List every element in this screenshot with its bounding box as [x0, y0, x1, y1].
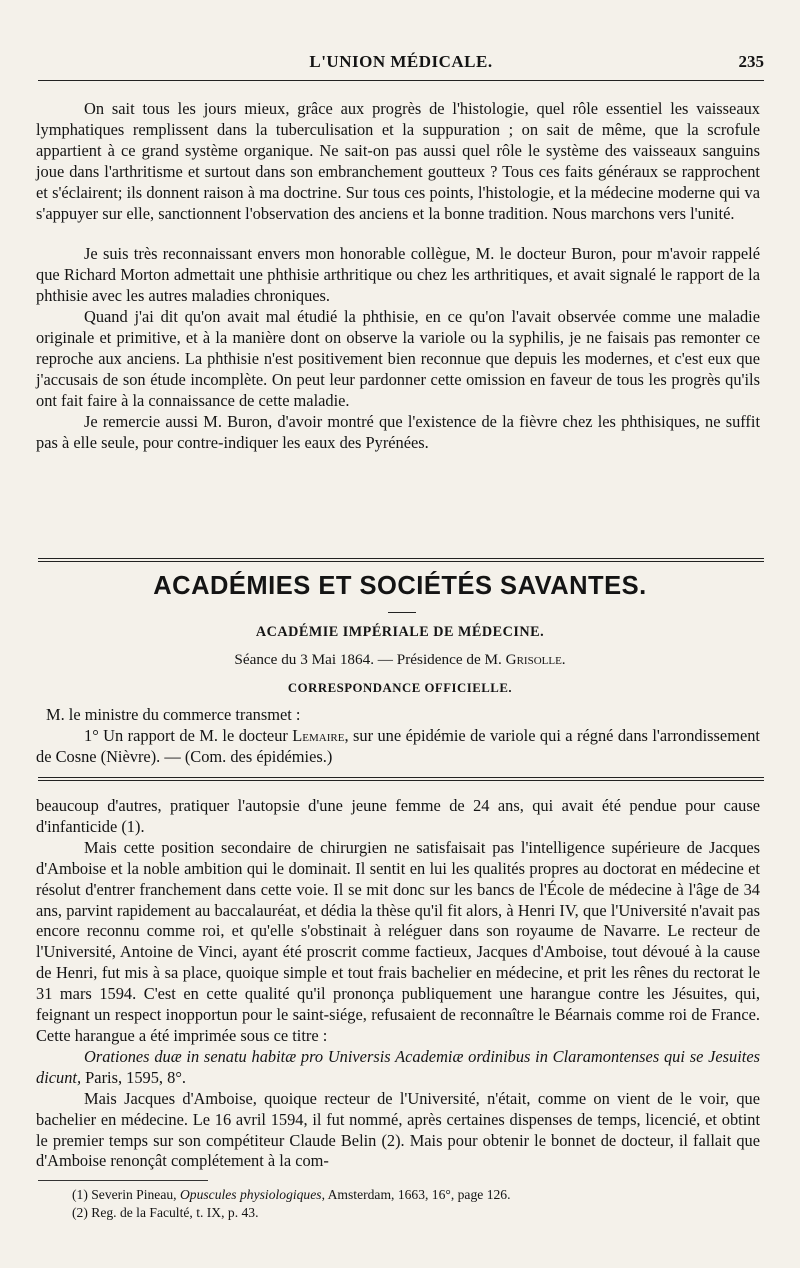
paragraph: Je remercie aussi M. Buron, d'avoir montré que l'existence de la fièvre chez les phthisiques, ne suffit pas à elle seule, pour contre-indiquer les eaux des Pyrénées. — [36, 411, 760, 452]
article-continuation — [36, 99, 760, 454]
section-title: ACADÉMIES ET SOCIÉTÉS SAVANTES. — [153, 572, 647, 600]
page-header — [38, 52, 764, 78]
paragraph: Mais cette position secondaire de chirurgien ne satisfaisait pas l'intelligence supérieure de Jacques d'Amboise et la noble ambition qui le dominait. Il sentit en lui les qualités propres au doctorat en médecine et résolut d'entrer franchement dans cette voie. Il se mit donc sur les bancs de l'École de médecine à l'âge de 34 ans, parvint rapidement au baccalauréat, et dédia la thèse qu'il fit alors, à Henri IV, que l'Université n'avait pas encore reconnu comme roi, et qu'elle s'obstinait à reléguer dans son royaume de Navarre. Le recteur de l'Université, Antoine de Vinci, ayant été proscrit comme factieux, Jacques d'Amboise, tout dévoué à la cause de Henri, fut mis à sa place, quoique simple et tout frais bachelier en médecine, et prit les rênes du rectorat le 31 mars 1594. C'est en cette qualité qu'il prononça publiquement une harangue contre les Jésuites, qui, feignant un respect inopportun pour le saint-siége, refusaient de reconnaître le Béarnais comme roi de France. Cette harangue a été imprimée sous ce titre : — [36, 837, 760, 1045]
running-title: L'UNION MÉDICALE. — [309, 52, 493, 71]
report-item-text: 1° Un rapport de M. le docteur — [84, 725, 288, 745]
page-number: 235 — [738, 52, 764, 71]
session-line — [0, 651, 800, 669]
book-title: Orationes duæ in senatu habitæ pro Universis Academiæ ordinibus in Claramontenses qui se Jesuites dicunt, — [36, 1046, 760, 1087]
header-rule — [38, 80, 764, 81]
academy-heading: ACADÉMIE IMPÉRIALE DE MÉDECINE. — [255, 624, 545, 640]
paragraph: Mais Jacques d'Amboise, quoique recteur de l'Université, n'était, comme on vient de le voir, que bachelier en médecine. Le 16 avril 1594, il fut nommé, après certaines dispenses de temps, licencié, et obtint le premier temps sur son compétiteur Claude Belin (2). Mais pour obtenir le bonnet de docteur, il fallait que d'Amboise renonçât complétement à la com- — [36, 1088, 760, 1171]
paragraph: Je suis très reconnaissant envers mon honorable collègue, M. le docteur Buron, pour m'avoir rappelé que Richard Morton admettait une phthisie arthritique ou chez les arthritiques, et avait signalé le rapport de la phthisie avec les autres maladies chroniques. — [36, 244, 760, 306]
paragraph: Quand j'ai dit qu'on avait mal étudié la phthisie, en ce qu'on l'avait observée comme une maladie originale et primitive, et à la manière dont on observe la variole ou la syphilis, je ne faisais pas remonter ce reproche aux anciens. La phthisie n'est positivement bien reconnue que depuis les modernes, et c'est eux que j'accusais de son étude incomplète. On peut leur pardonner cette omission en faveur de tous les progrès qu'ils ont fait faire à la connaissance de cette maladie. — [36, 307, 760, 410]
footnote-2: (2) Reg. de la Faculté, t. IX, p. 43. — [72, 1205, 259, 1220]
doctor-name: Lemaire — [292, 725, 345, 745]
book-imprint: Paris, 1595, 8°. — [81, 1067, 186, 1087]
session-date: Séance du 3 Mai 1864. — Présidence de M. — [234, 651, 502, 668]
footnote-1-rest: , Amsterdam, 1663, 16°, page 126. — [321, 1187, 511, 1202]
paragraph — [36, 1047, 760, 1089]
academy-report — [36, 705, 760, 768]
short-divider — [388, 612, 416, 613]
correspondence-heading: CORRESPONDANCE OFFICIELLE. — [287, 681, 513, 695]
footnote-rule — [38, 1180, 208, 1181]
paragraph: beaucoup d'autres, pratiquer l'autopsie d'une jeune femme de 24 ans, qui avait été pendue pour cause d'infanticide (1). — [36, 796, 760, 836]
feuilleton-text — [36, 796, 760, 1172]
footnote-1 — [72, 1186, 752, 1204]
footnote-1-text: (1) Severin Pineau, — [72, 1187, 180, 1202]
section-rule-bottom — [38, 777, 764, 781]
report-item-rest: , sur une épidémie de variole qui a régné dans l'arrondissement de Cosne (Nièvre). — (Com. des épidémies.) — [36, 725, 760, 766]
president-name: Grisolle. — [505, 651, 566, 668]
footnotes — [72, 1186, 752, 1222]
footnote-1-title: Opuscules physiologiques — [179, 1187, 322, 1202]
minister-line: M. le ministre du commerce transmet : — [46, 705, 301, 724]
report-item — [36, 726, 760, 768]
paragraph: On sait tous les jours mieux, grâce aux progrès de l'histologie, quel rôle essentiel les vaisseaux lymphatiques remplissent dans la tuberculisation et la suppuration ; on sait de même, que la scrofule appartient à ce grand système organique. Ne sait-on pas aussi quel rôle le système des vaisseaux sanguins joue dans l'arthritisme et surtout dans son embranchement goutteux ? Tous ces faits généraux se rapprochent et s'éclairent; ils donnent raison à ma doctrine. Sur tous ces points, l'histologie, et la médecine moderne qui va s'appuyer sur elle, sanctionnent l'observation des anciens et la bonne tradition. Nous marchons vers l'unité. — [36, 99, 760, 223]
section-rule-top — [38, 558, 764, 562]
